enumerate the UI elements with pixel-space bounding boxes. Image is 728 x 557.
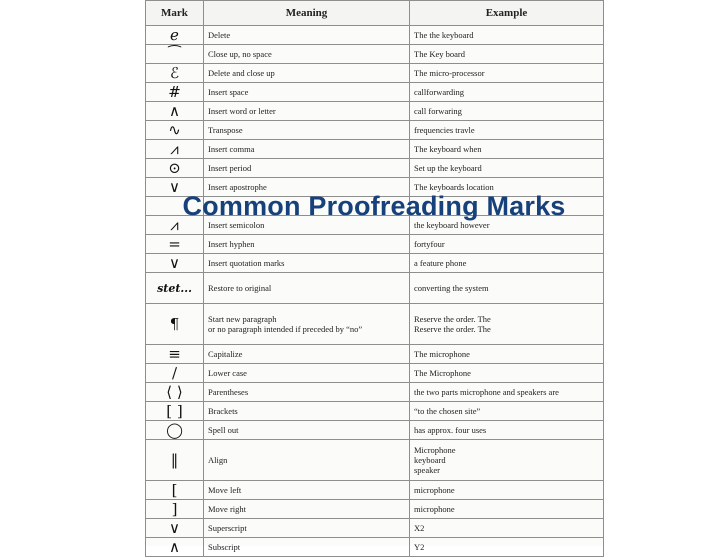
table-row [146,481,604,500]
mark-cell: ¶ [146,304,204,345]
table-row [146,45,604,64]
example-cell [410,440,604,481]
example-cell: The Key board [410,45,604,64]
mark-cell: # [146,83,204,102]
header-meaning: Meaning [204,1,410,26]
table-row [146,383,604,402]
table-row [146,159,604,178]
meaning-cell: Capitalize [204,345,410,364]
mark-cell: = [146,235,204,254]
table-header-row [146,1,604,26]
example-line: Reserve the order. The [414,324,491,334]
example-cell: The microphone [410,345,604,364]
example-cell: “to the chosen site” [410,402,604,421]
meaning-cell: Insert quotation marks [204,254,410,273]
mark-cell: ∧ [146,102,204,121]
table-row [146,140,604,159]
header-mark: Mark [146,1,204,26]
table-row [146,345,604,364]
example-cell: The keyboards location [410,178,604,197]
meaning-cell: Restore to original [204,273,410,304]
example-line: keyboard [414,455,446,465]
mark-cell: ℯ [146,26,204,45]
table-row [146,102,604,121]
meaning-cell: Parentheses [204,383,410,402]
mark-cell: ∨ [146,254,204,273]
table-row [146,83,604,102]
example-cell: X2 [410,519,604,538]
example-line: Microphone [414,445,456,455]
table-row [146,519,604,538]
meaning-cell: Move right [204,500,410,519]
table-row [146,440,604,481]
example-cell: fortyfour [410,235,604,254]
meaning-line: Start new paragraph [208,314,277,324]
meaning-cell [204,304,410,345]
example-cell: a feature phone [410,254,604,273]
meaning-cell: Lower case [204,364,410,383]
example-cell: The Microphone [410,364,604,383]
mark-cell: ⁀ [146,45,204,64]
example-cell: the keyboard however [410,216,604,235]
table-row [146,235,604,254]
mark-cell: ∧ [146,538,204,557]
example-line: speaker [414,465,440,475]
mark-cell: ⩘ [146,216,204,235]
table-row [146,254,604,273]
example-cell [410,304,604,345]
mark-cell: ⊙ [146,159,204,178]
mark-cell: stet... [146,273,204,304]
example-cell: frequencies travle [410,121,604,140]
example-cell: call forwaring [410,102,604,121]
meaning-cell: Brackets [204,402,410,421]
meaning-cell: Move left [204,481,410,500]
mark-cell: ∨ [146,178,204,197]
mark-cell: ≡ [146,345,204,364]
mark-cell: ∿ [146,121,204,140]
mark-cell: ⩘ [146,140,204,159]
example-cell: Set up the keyboard [410,159,604,178]
example-cell: microphone [410,481,604,500]
slide-title: Common Proofreading Marks [182,191,566,221]
meaning-cell: Insert space [204,83,410,102]
meaning-cell: Insert semicolon [204,216,410,235]
meaning-cell: Insert hyphen [204,235,410,254]
meaning-cell: Transpose [204,121,410,140]
example-cell: callforwarding [410,83,604,102]
meaning-cell: Delete and close up [204,64,410,83]
table-row [146,304,604,345]
meaning-cell: Insert period [204,159,410,178]
meaning-line: or no paragraph intended if preceded by “no” [208,324,363,334]
meaning-cell: Close up, no space [204,45,410,64]
meaning-cell: Superscript [204,519,410,538]
example-cell: The micro-processor [410,64,604,83]
mark-cell: ‖ [146,440,204,481]
mark-cell: [ [146,481,204,500]
table-row [146,421,604,440]
mark-cell: ⟨ ⟩ [146,383,204,402]
mark-cell: [ ] [146,402,204,421]
example-cell: The keyboard when [410,140,604,159]
meaning-cell: Delete [204,26,410,45]
mark-cell: ∨ [146,519,204,538]
table-row [146,538,604,557]
proofreading-table [145,0,604,557]
meaning-cell: Insert word or letter [204,102,410,121]
mark-cell: ◯ [146,421,204,440]
mark-cell: ∕ [146,364,204,383]
example-cell: converting the system [410,273,604,304]
table-row [146,273,604,304]
table-row [146,500,604,519]
table-row [146,26,604,45]
example-line: Reserve the order. The [414,314,491,324]
example-cell: the two parts microphone and speakers are [410,383,604,402]
table-row [146,121,604,140]
table-row [146,402,604,421]
example-cell: has approx. four uses [410,421,604,440]
meaning-cell: Spell out [204,421,410,440]
mark-cell: ] [146,500,204,519]
meaning-cell: Insert comma [204,140,410,159]
meaning-cell: Insert apostrophe [204,178,410,197]
table-row [146,64,604,83]
mark-cell: ℰ [146,64,204,83]
example-cell: microphone [410,500,604,519]
table-row [146,364,604,383]
example-cell: The the keyboard [410,26,604,45]
header-example: Example [410,1,604,26]
meaning-cell: Align [204,440,410,481]
example-cell: Y2 [410,538,604,557]
meaning-cell: Subscript [204,538,410,557]
proofreading-marks-sheet [145,0,603,556]
